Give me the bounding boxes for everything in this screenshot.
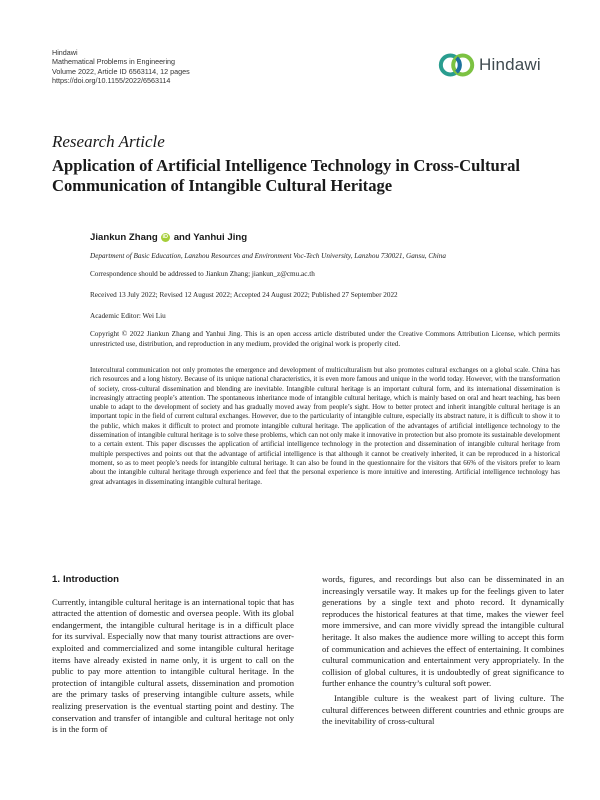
body-paragraph: Currently, intangible cultural heritage is an international topic that has attracted the attention of domestic and oversea people. With its global endangerment, the intangible cultural heritage is in a difficult place for its survival. Especially now that many tourist attractions are over-exploited and commercialized and some intangible cultural heritage items have already existed in name only, it is urgent to call on the public to pay more attention to intangible cultural heritage. In the protection of intangible cultural assets, dissemination and promotion are the primary tasks of preserving intangible culture assets, while realizing preservation is the eventual starting point and destiny. The conservation and transfer of intangible and cultural heritage not only is in the form of xyxy=(52,596,294,735)
journal-doi-link[interactable]: https://doi.org/10.1155/2022/6563114 xyxy=(52,76,171,86)
author-2-name[interactable]: and Yanhui Jing xyxy=(173,232,248,243)
author-1-name[interactable]: Jiankun Zhang xyxy=(90,232,158,243)
journal-publisher: Hindawi xyxy=(52,48,78,57)
hindawi-logo-icon xyxy=(438,48,476,82)
publisher-logo xyxy=(438,48,541,82)
body-column-right xyxy=(322,574,564,728)
publication-dates: Received 13 July 2022; Revised 12 August 2022; Accepted 24 August 2022; Published 27 September 2022 xyxy=(90,291,398,299)
correspondence: Correspondence should be addressed to Jiankun Zhang; jiankun_z@cmu.ac.th xyxy=(90,270,315,278)
abstract: Intercultural communication not only promotes the emergence and development of multiculturalism but also promotes cultural exchanges on a global scale. China has rich resources and a long history. Because of its unique national characteristics, it is even more famous and unique in the world today. However, with the transformation of society, cross-cultural dissemination and blending are inevitable. Intangible cultural heritage is an important cultural form, and its international dissemination is increasingly attracting people’s attention. The spontaneous inheritance mode of intangible cultural heritage, which is mainly based on oral and heart teaching, has been unable to adapt to the development of society and has gradually moved away from people’s sight. How to better protect and inherit intangible cultural heritage is an important topic in the field of current cultural exchanges. However, due to the particularity of intangible culture, especially its abstract nature, it is difficult to show it to the public, which makes it difficult to protect and promote intangible cultural heritage. The application of the advantages of artificial intelligence technology to the dissemination of intangible cultural heritage is to solve these problems, which can not only make it innovative in protection but also promote its sustainable development to a certain extent. This paper discusses the application of artificial intelligence technology in the protection and dissemination of intangible cultural heritage from multiple perspectives and points out that the advantage of artificial intelligence is that although it cannot be creatively inherited, it can be reproduced in a historical moment, so as to meet people’s needs for intangible cultural heritage. It can also be found in the questionnaire for the visitors that 66% of the visitors prefer to learn about the intangible cultural heritage through experience and feel that the personal experience is more intuitive and interesting. Artificial intelligence technology has great advantages in disseminating intangible cultural heritage. xyxy=(90,366,560,486)
author-line xyxy=(90,232,247,243)
section-title: Introduction xyxy=(63,574,119,585)
body-paragraph: Intangible culture is the weakest part of living culture. The cultural differences between different countries and ethnic groups are the inevitability of cross-cultural xyxy=(322,692,564,727)
article-type: Research Article xyxy=(52,132,165,151)
journal-name: Mathematical Problems in Engineering xyxy=(52,57,176,67)
journal-info xyxy=(52,48,190,86)
orcid-icon[interactable]: iD xyxy=(162,234,168,240)
journal-volume: Volume 2022, Article ID 6563114, 12 pages xyxy=(52,66,190,76)
affiliation: Department of Basic Education, Lanzhou Resources and Environment Voc-Tech University, Lanzhou 730021, Gansu, China xyxy=(90,252,446,260)
logo-text: Hindawi xyxy=(479,55,541,74)
body-paragraph: words, figures, and recordings but also can be disseminated in an increasingly versatile way. It makes up for the feelings given to later generations by a single text and photo record. It dynamically reproduces the historical features at that time, makes the viewer feel more immersive, and can more vividly spread the intangible cultural heritage. It also makes the audience more willing to accept this form of communication and achieves the effect of entertaining. It combines cultural communication and entertainment very appropriately. In the collision of global cultures, it is undoubtedly of great significance to further enhance the country’s cultural soft power. xyxy=(322,574,564,689)
copyright-notice: Copyright © 2022 Jiankun Zhang and Yanhui Jing. This is an open access article distributed under the Creative Commons Attribution License, which permits unrestricted use, distribution, and reproduction in any medium, provided the original work is properly cited. xyxy=(90,330,560,348)
section-heading xyxy=(52,574,294,586)
academic-editor: Academic Editor: Wei Liu xyxy=(90,312,166,320)
article-title: Application of Artificial Intelligence Technology in Cross-Cultural Communication of Intangible Cultural Heritage xyxy=(52,156,521,195)
section-number: 1. xyxy=(52,574,61,585)
body-column-left xyxy=(52,574,294,736)
